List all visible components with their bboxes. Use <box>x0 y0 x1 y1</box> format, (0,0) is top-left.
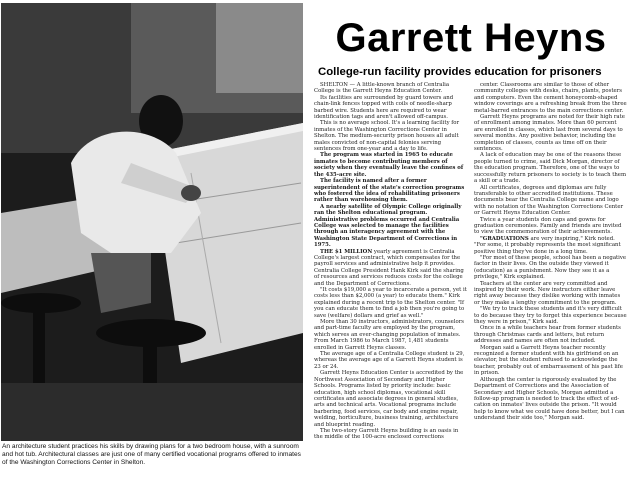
article-paragraph: The program was started in 1965 to educate inmates to become contributing members of society when they eventually leave the confines of the 435-acre site. <box>314 152 464 178</box>
student-drafting-photo <box>1 3 303 441</box>
article-paragraph: More than 30 instructors, administrators, counselors and part-time faculty are employed by the program, which serves an ever-changing population of inmates. From March 1986 to March 1987, 1,481 students enrolled in Garrett Heyns classes. <box>314 319 465 351</box>
photo-illustration <box>1 3 303 441</box>
article-paragraph: A nearby satellite of Olympic College originally ran the Shelton educational program. Administrative problems occurred and Centralia College was selected to manage the facilities through an interagency agreement with the Washington State Department of Corrections in 1975. <box>314 203 462 249</box>
article-paragraph: All certificates, degrees and diplomas are fully transferable to other accredited institutions. These documents bear the Centralia College name and logo with no notation of the Washington Corrections Center or Garrett Heyns Education Center. <box>474 184 624 217</box>
article-paragraph: Teachers at the center are very committed and inspired by their work. New instructors either leave right away because they dislike working with inmates or they make a lengthy commitment to the program. <box>474 280 621 306</box>
article-paragraph: Twice a year students don caps and gowns for graduation ceremonies. Family and friends are invited to view the commemoration of their achievements. <box>474 216 622 236</box>
article-subtitle: College-run facility provides education for prisoners <box>318 66 602 78</box>
article-paragraph: Morgan said a Garrett Heyns teacher recently recognized a former student with his girlfriend on an elevator, but the student refused to acknowledge the teacher, probably out of embarrassment of his past life in prison. <box>474 344 623 377</box>
article-paragraph-lead: "GRADUATIONS are very inspiring," Kirk noted. "For some, it probably represents the most significant positive thing they've done in a long time. <box>474 235 621 255</box>
article-paragraph: This is no average school. It's a learning facility for inmates of the Washington Corrections Center in Shelton. The medium-security prison houses all adult males convicted of non-capital felonies serving sentences from one-year and a day to life. <box>314 120 460 153</box>
article-paragraph-lead: THE $1 MILLION yearly agreement is Centralia College's largest contract, which compensates for the payroll services and administrative help it provides. Centralia College President Hank Kirk said the sharing of resources and services reduces costs for the college and the Department of Corrections. <box>314 248 464 287</box>
article-paragraph: "For most of these people, school has been a negative factor in their lives. On the outside they viewed it (education) as a punishment. Now they see it as a privilege," Kirk explained. <box>474 254 627 281</box>
article-paragraph: Garrett Heyns Education Center is accredited by the Northwest Association of Secondary and Higher Schools. Programs listed by priority include: basic education, high school diplomas, vocational skill certificates and associate degrees in general studies, arts and technical arts. Vocational programs include barbering, food services, car body and engine repair, welding, horticulture, business training, architecture and blueprint reading. <box>314 370 464 428</box>
article-paragraph: The average age of a Centralia College student is 29, whereas the average age of a Garrett Heyns student is 23 or 24. <box>314 351 465 370</box>
article-title: Garrett Heyns <box>335 16 607 60</box>
article-paragraph: SHELTON — A little-known branch of Centralia College is the Garrett Heyns Education Center. <box>314 82 450 95</box>
article-paragraph: "We try to track these students and it's very difficult to do because they try to forget this experience because they were in prison," Kirk said. <box>474 306 627 326</box>
article-paragraph: center. Classrooms are similar to those of other community colleges with desks, chairs, plants, posters and computers. Even the cement honeycomb-shaped window coverings are a refreshing break from the three metal-barred entrances to the main corrections center. <box>474 82 627 114</box>
article-paragraph: The two-story Garrett Heyns building is an oasis in the middle of the 100-acre enclosed corrections <box>314 427 459 441</box>
article-paragraph: Its facilities are surrounded by guard towers and chain-link fences topped with coils of needle-sharp barbed wire. Students here are required to wear identification tags and aren't allowed off-campus. <box>314 94 454 121</box>
article-column-1 <box>314 82 467 478</box>
article-paragraph: The facility is named after a former superintendent of the state's correction programs who fostered the idea of rehabilitating prisoners rather than warehousing them. <box>314 178 465 204</box>
article-paragraph: Once in a while teachers hear from former students through Christmas cards and letters, but return addresses and names are often not included. <box>474 325 621 345</box>
article-paragraph: Garrett Heyns programs are noted for their high rate of enrollment among inmates. More than 60 percent are enrolled in classes, which last from several days to several months. Any positive behavior, including the completion of classes, counts as time off on their sentences. <box>474 114 625 153</box>
article-paragraph: A lack of education may be one of the reasons these people turned to crime, said Dick Morgan, director of the education program. Therefore, one of the ways to successfully return prisoners to society is to teach them a skill or a trade. <box>474 152 627 185</box>
photo-caption: An architecture student practices his skills by drawing plans for a two bedroom house, with a sunroom and hot tub. Architectural classes are just one of many certified vocational programs offered to inmates of the Washington Corrections Center in Shelton. <box>2 443 301 467</box>
article-paragraph: "It costs $19,000 a year to incarcerate a person, yet it costs less than $2,000 (a year) to educate them." Kirk explained during a recent trip to the Shelton center. "If you can educate them to find a job then you're going to save (welfare) dollars and grief as well." <box>314 287 467 319</box>
article-paragraph: Although the center is rigorously evaluated by the Department of Corrections and the Association of Secondary and Higher Schools, Morgan admitted a follow-up program is needed to track the effect of ed-cation on inmates' lives outside the prison. "It would help to know what we could have done better, but I can understand their side too," Morgan said. <box>474 376 625 422</box>
article-column-2 <box>474 82 627 478</box>
